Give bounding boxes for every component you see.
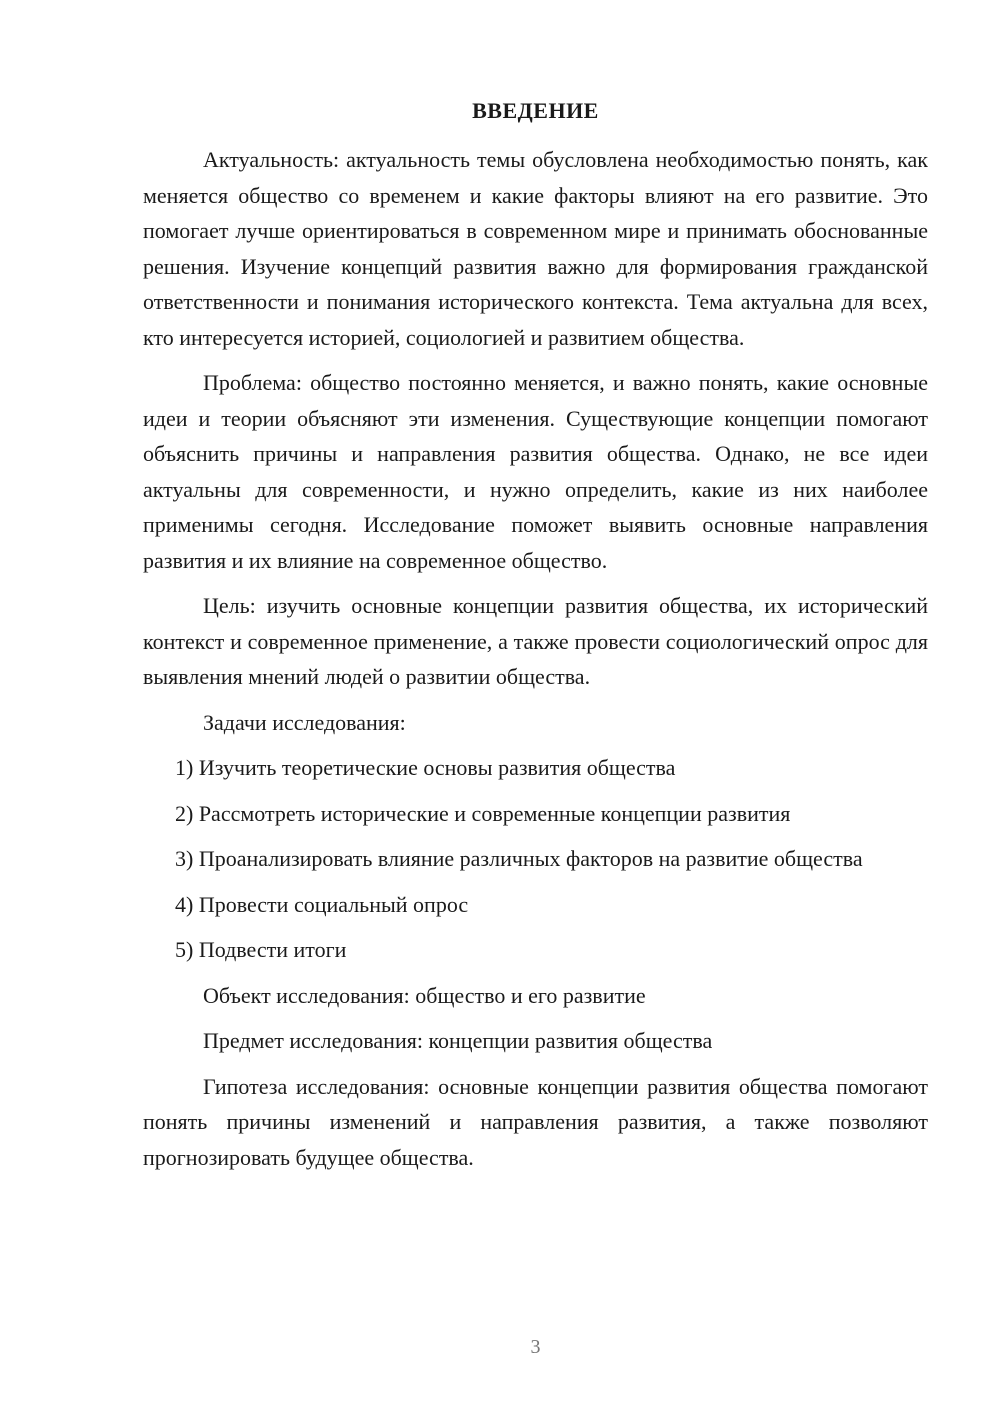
task-item: 4) Провести социальный опрос: [175, 891, 469, 917]
task-item: 2) Рассмотреть исторические и современные концепции развития: [175, 800, 791, 826]
document-body: [143, 142, 928, 1185]
task-item: 5) Подвести итоги: [175, 937, 347, 962]
task-item: 3) Проанализировать влияние различных факторов на развитие общества: [175, 846, 863, 871]
page-title: ВВЕДЕНИЕ: [472, 98, 599, 123]
page-number: 3: [530, 1336, 541, 1358]
relevance-paragraph: Актуальность: актуальность темы обусловлена необходимостью понять, как меняется общество со временем и какие факторы влияют на его развитие. Это помогает лучше ориентироваться в современном мире и принимать обоснованные решения. Изучение концепций развития важно для формирования гражданской ответственности и понимания исторического контекста. Тема актуальна для всех, кто интересуется историей, социологией и развитием общества.: [143, 147, 928, 350]
subject-paragraph: Предмет исследования: концепции развития общества: [203, 1028, 713, 1053]
object-paragraph: Объект исследования: общество и его развитие: [203, 982, 646, 1008]
goal-paragraph: Цель: изучить основные концепции развития общества, их исторический контекст и современное применение, а также провести социологический опрос для выявления мнений людей о развитии общества.: [143, 593, 928, 689]
hypothesis-paragraph: Гипотеза исследования: основные концепции развития общества помогают понять причины изменений и направления развития, а также позволяют прогнозировать будущее общества.: [143, 1073, 928, 1170]
task-item: 1) Изучить теоретические основы развития общества: [175, 755, 676, 780]
tasks-title: Задачи исследования:: [203, 709, 406, 735]
problem-paragraph: Проблема: общество постоянно меняется, и важно понять, какие основные идеи и теории объясняют эти изменения. Существующие концепции помогают объяснить причины и направления развития общества. Однако, не все идеи актуальны для современности, и нужно определить, какие из них наиболее применимы сегодня. Исследование поможет выявить основные направления развития и их влияние на современное общество.: [143, 370, 928, 573]
